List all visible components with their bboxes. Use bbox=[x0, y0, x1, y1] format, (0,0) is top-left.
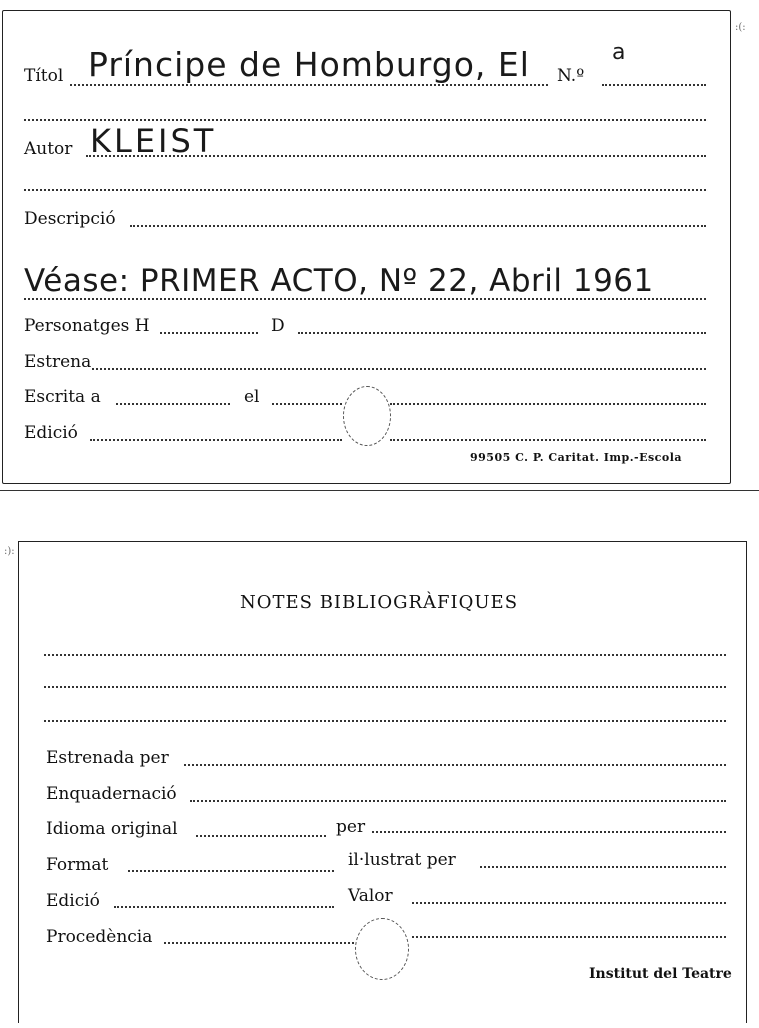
el-line bbox=[272, 403, 342, 405]
numero-label: N.º bbox=[557, 66, 585, 86]
escrita-label: Escrita a bbox=[24, 387, 101, 407]
illustrat-label: il·lustrat per bbox=[348, 850, 456, 870]
punch-hole-back bbox=[355, 918, 409, 980]
titol-value: Príncipe de Homburgo, El bbox=[88, 45, 530, 84]
corner-mark: :): bbox=[4, 546, 15, 557]
descripcio-line bbox=[130, 225, 706, 227]
escrita-line bbox=[116, 403, 230, 405]
format-label: Format bbox=[46, 855, 109, 875]
idioma-line bbox=[196, 835, 326, 837]
numero-line bbox=[602, 84, 706, 86]
autor-label: Autor bbox=[24, 139, 73, 159]
estrena-line bbox=[92, 368, 706, 370]
personatges-h-line bbox=[160, 332, 258, 334]
enquadernacio-line bbox=[190, 800, 726, 802]
titol-continuation-line bbox=[24, 119, 706, 121]
corner-mark: :(: bbox=[735, 22, 746, 33]
estrenada-line bbox=[184, 764, 726, 766]
edicio-label: Edició bbox=[24, 423, 78, 443]
valor-label: Valor bbox=[348, 886, 393, 906]
illustrat-line bbox=[480, 866, 726, 868]
procedencia-line-continued bbox=[412, 936, 726, 938]
idioma-label: Idioma original bbox=[46, 819, 178, 839]
note-line bbox=[24, 298, 706, 300]
institution-stamp: Institut del Teatre bbox=[589, 966, 732, 982]
printer-imprint: 99505 C. P. Caritat. Imp.-Escola bbox=[470, 451, 683, 464]
personatges-label: Personatges H bbox=[24, 316, 150, 336]
d-label: D bbox=[271, 316, 285, 336]
back-heading: NOTES BIBLIOGRÀFIQUES bbox=[240, 592, 519, 613]
back-edicio-label: Edició bbox=[46, 891, 100, 911]
el-line-continued bbox=[390, 403, 706, 405]
procedencia-label: Procedència bbox=[46, 927, 153, 947]
estrenada-label: Estrenada per bbox=[46, 748, 169, 768]
punch-hole bbox=[343, 386, 391, 446]
autor-continuation-line bbox=[24, 189, 706, 191]
autor-value: KLEIST bbox=[90, 122, 217, 160]
notes-line-2 bbox=[44, 686, 726, 688]
edicio-line-continued bbox=[390, 439, 706, 441]
valor-line bbox=[412, 902, 726, 904]
cards-separator bbox=[0, 490, 759, 491]
descripcio-label: Descripció bbox=[24, 209, 116, 229]
handwritten-note: Véase: PRIMER ACTO, Nº 22, Abril 1961 bbox=[24, 263, 654, 299]
idioma-per-line bbox=[372, 831, 726, 833]
back-edicio-line bbox=[114, 906, 334, 908]
titol-label: Títol bbox=[24, 66, 64, 86]
idioma-per-label: per bbox=[336, 817, 366, 837]
el-label: el bbox=[244, 387, 260, 407]
notes-line-3 bbox=[44, 720, 726, 722]
numero-mark: a bbox=[612, 40, 627, 65]
notes-line-1 bbox=[44, 654, 726, 656]
edicio-line bbox=[90, 439, 342, 441]
personatges-d-line bbox=[298, 332, 706, 334]
format-line bbox=[128, 870, 334, 872]
estrena-label: Estrena bbox=[24, 352, 92, 372]
enquadernacio-label: Enquadernació bbox=[46, 784, 177, 804]
procedencia-line bbox=[164, 942, 354, 944]
titol-line bbox=[70, 84, 548, 86]
autor-line bbox=[86, 155, 706, 157]
